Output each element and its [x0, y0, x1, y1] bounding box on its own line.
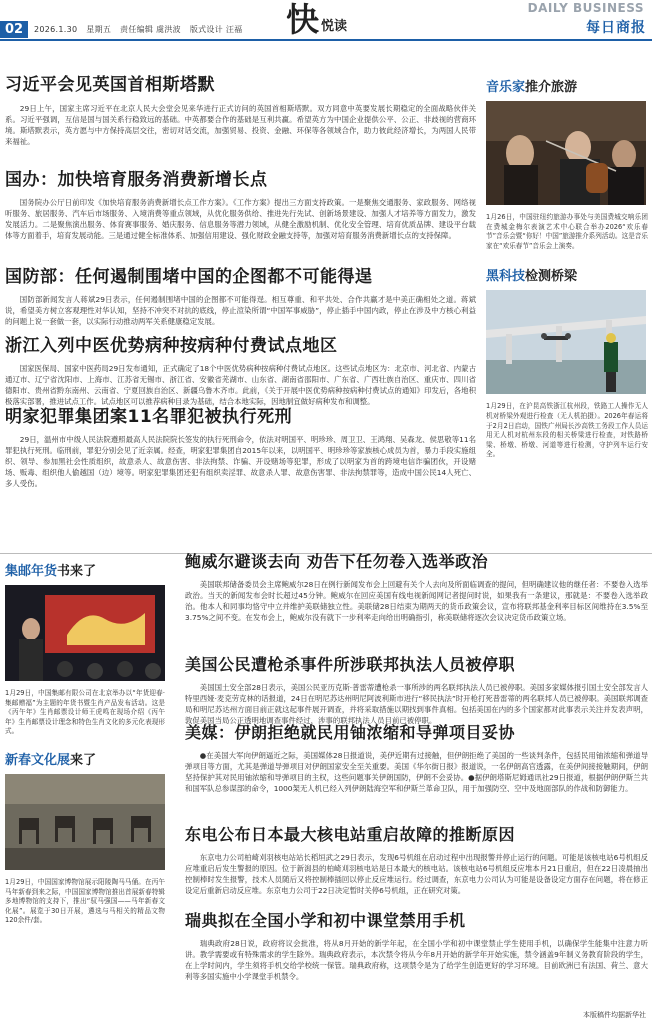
- story-defense-ministry: [5, 262, 476, 327]
- story-body: 国家医保局、国家中医药局29日发布通知，正式确定了18个中医优势病种按病种付费试点地区。这些试点地区为：北京市、河北省、内蒙古通辽市、辽宁省沈阳市、上海市、江苏省无锡市、浙江省、安徽省芜湖市、山东省、湖南省邵阳市、广东省、广西壮族自治区、重庆市、四川省德阳市、贵州省黔东南州、云南省、宁夏回族自治区、新疆乌鲁木齐市。此前，《关于开展中医优势病种按病种付费试点的通知》印发后，各地积极落实部署，推进试点工作。试点地区可以推荐病种目录为基础，结合本地实际，因地制宜做好病种发布和调整。: [5, 364, 476, 406]
- story-iran: [185, 720, 648, 794]
- left-sidebar: [5, 560, 165, 926]
- right-sidebar: [486, 76, 648, 460]
- story-us-shooting: [185, 652, 648, 726]
- story-headline: 明家犯罪集团案11名罪犯被执行死刑: [5, 407, 293, 427]
- story-headline: 浙江入列中医优势病种按病种付费试点地区: [5, 336, 338, 356]
- story-body: 美国联邦储备委员会主席鲍威尔28日在例行新闻发布会上回避有关个人去向及所面临调查的提问，但明确建议他的继任者：不要卷入选举政治。当天的新闻发布会时长超过45分钟。鲍威尔在回应美国有线电视新闻网记者提问时说，如果我有一条建议，那就是：不要卷入选举政治。他本人和同事均恪守中立并维护美联储独立性。美联储28日结束为期两天的货币政策会议，宣布将联邦基金利率目标区间维持在3.5%至3.75%之间不变。在发布会上，鲍威尔没有就下一步利率走向给出明确指引，称美联储将逐次会议决定货币政策立场。: [185, 580, 648, 622]
- orchestra-photo: [486, 101, 646, 205]
- story-headline: 瑞典拟在全国小学和初中课堂禁用手机: [185, 911, 466, 930]
- story-tcm-pilot: [5, 331, 476, 407]
- horse-figurine-image: [5, 774, 165, 870]
- story-body: 国务院办公厅日前印发《加快培育服务消费新增长点工作方案》。《工作方案》提出三方面支持政策。一是聚焦交通服务、家政服务、网络视听服务、旅居服务、汽车后市场服务、入境消费等重点领域，从优化服务供给、推进先行先试、创新场景建设、加强人才培养等方面发力，激发发展活力。二是聚焦演出服务、体育赛事服务、婚庆服务、信息服务等潜力领域，从健全激励机制、优化安全管理、培育优质品牌、建设平台载体等方面着手，培育发展动能。三是通过健全标准体系、加强信用建设、强化财政金融支持等，加强对培育服务消费新增长点的支持保障。: [5, 198, 476, 240]
- story-headline: 鲍威尔避谈去向 劝告下任勿卷入选举政治: [185, 552, 489, 571]
- story-headline: 国防部：任何遏制围堵中国的企图都不可能得逞: [5, 267, 373, 287]
- story-body: 美国国土安全部28日表示，美国公民亚历克斯·普雷蒂遭枪杀一事所涉的两名联邦执法人员已被停职。美国多家媒体报引国土安全部发言人特里西娅·麦克劳克林的话报道，24日在明尼苏达州明尼阿波利斯市进行“移民执法”时开枪打死普雷蒂的两名联邦人员已被停职。美国联邦调查局和明尼苏达州方面目前正就这起事件展开调查，并将采取措施以期找到事件真相。包括美国在内的多个国家都对此事表示关注并发表声明，敦促美国当局公正透明地调查事件经过，涉事的联邦执法人员目前已被停职。: [185, 683, 648, 725]
- photo-feature-heading: 新春文化展来了: [5, 752, 97, 768]
- issue-info: [34, 24, 248, 35]
- masthead-rule: [0, 39, 652, 41]
- photo-feature-stamp-books: [5, 560, 165, 737]
- story-headline: 习近平会见英国首相斯塔默: [5, 75, 215, 95]
- stamp-launch-image: [5, 585, 165, 681]
- bridge-image: [486, 290, 646, 394]
- source-credit: 本版稿件均据新华社: [583, 1011, 646, 1019]
- story-uk-pm-meeting: [5, 70, 476, 147]
- editor-credit: 责任编辑 虞洪波: [120, 25, 181, 34]
- horse-figurine-photo: [5, 774, 165, 870]
- photo-caption: 1月29日，中国集邮有限公司在北京举办以“年货迎春·集邮赠福”为主题的年货书暨生肖产品发布活动。这是《丙午年》生肖邮票设计师王虎鸣在现场介绍《丙午年》生肖邮票设计理念和特色生肖文化的多元化表现形式。: [5, 689, 165, 736]
- issue-date: 2026.1.30: [34, 25, 78, 34]
- photo-feature-heading: 集邮年货书来了: [5, 564, 97, 579]
- story-body: 瑞典政府28日说，政府将议会批准，将从8月开始的新学年起，在全国小学和初中课堂禁止学生使用手机，以确保学生能集中注意力听讲。教学需要或有特殊需求的学生除外。瑞典政府表示，本次禁令将从今年8月开始的新学年开始实施，禁令涵盖9年制义务教育阶段的学生，在上学时间内，学生须将手机交给学校统一保管。瑞典政府称，这项禁令是为了给学生创造更好的学习环境。目前欧洲已有法国、荷兰、意大利等多国实施中小学课堂手机禁令。: [185, 939, 648, 981]
- masthead: [0, 0, 652, 40]
- brand-chinese: 每日商报: [586, 20, 646, 36]
- issue-weekday: 星期五: [86, 25, 112, 34]
- photo-caption: 1月29日，在沪昆高铁浙江杭州段，铁路工人操作无人机对桥梁外观进行检查（无人机拍摄）。2026年春运将于2月2日启动，国铁广州局长沙高铁工务段工作人员运用无人机对杭州东段的相关桥梁进行检查，对铁路桥梁、桥墩、桥墩、河道等进行检测，守护列车运行安全。: [486, 402, 648, 459]
- story-headline: 国办：加快培育服务消费新增长点: [5, 170, 268, 190]
- page-number: 02: [0, 21, 28, 38]
- photo-feature-heading: 音乐家推介旅游: [486, 80, 578, 95]
- photo-feature-heading: 黑科技检测桥梁: [486, 269, 578, 285]
- story-sweden-phones: [185, 908, 648, 982]
- story-headline: 美国公民遭枪杀事件所涉联邦执法人员被停职: [185, 655, 516, 674]
- story-body: 29日，温州市中级人民法院遵照最高人民法院院长签发的执行死刑命令，依法对明国平、明珍珍、周卫卫、王鸿翔、吴森龙、侯思敬等11名罪犯执行死刑。临刑前，罪犯分别会见了近亲属。经查，明家犯罪集团自2015年以来，以明国平、明珍珍等家族核心成员为首，暴力手段实施组织、领导、参加黑社会性质组织，故意杀人、故意伤害、非法拘禁、诈骗、开设赌场等犯罪，形成了以明家为首的跨境电信诈骗团伙，开设赌场、贩毒、组织他人偷越国（边）境等。明家犯罪集团还犯有组织卖淫罪、故意杀人罪、故意伤害罪、非法拘禁罪等，造成中国公民14人死亡、多人受伤。: [5, 435, 476, 488]
- stamp-launch-photo: [5, 585, 165, 681]
- photo-caption: 1月29日，中国国家博物馆展示阳陵陶马马俑。在丙午马年新春到来之际，中国国家博物馆推出首展新春特辑多地博物馆的支持下，推出“驭马强国——马年新春文化展”。展览于30日开展，遴选与马相关的精品文物120余件/套。: [5, 877, 165, 925]
- orchestra-image: [486, 101, 646, 205]
- story-tepco: [185, 822, 648, 896]
- story-body: 东京电力公司柏崎刈羽核电站站长稻垣武之29日表示，发现6号机组在启动过程中出现报警并停止运行的问题。可能是该核电站6号机组反应堆重启后发生警报的原因。位于新潟县的柏崎刈羽核电站是日本最大的核电站。该核电站6号机组反应堆本月21日重启，但在22日凌晨抽出控制棒时发生报警，技术人员随后又将控制棒插回以停止反应堆运行。经过调查，东京电力公司认为可能是设备设定方面存在问题，将在修正设定后重新启动反应堆。东京电力公司于22日决定暂时关停6号机组，正在研究对策。: [185, 853, 648, 895]
- photo-caption: 1月26日，中国驻纽约旅游办事处与美国费城交响乐团在费城金梅尔表演艺术中心联合举办2026“欢乐春节”音乐会暨“你好！中国”旅游推介系列活动。这是音乐家在“欢乐春节”音乐会上演奏。: [486, 213, 648, 250]
- story-body: 国防部新闻发言人蒋斌29日表示，任何遏制围堵中国的企图都不可能得逞。相互尊重、和平共处、合作共赢才是中美正确相处之道。蒋斌说，希望美方树立客观理性对华认知，坚持不冲突不对抗的底线，停止渲染所谓“中国军事威胁”，停止插手中国内政，停止在涉及中方核心利益的问题上说一套做一套，以实际行动推动两军关系健康稳定发展。: [5, 295, 476, 326]
- story-powell: [185, 549, 648, 623]
- story-body: ●在美国大军向伊朗逼近之际，美国媒体28日报道说，美伊近期有过接触，但伊朗拒绝了美国的一些谈判条件，包括民用铀浓缩和弹道导弹项目等方面，尤其是弹道导弹项目对伊朗国家安全至关重要。美国《华尔街日报》报道说，一名伊朗高官透露，在美伊间接接触期间，伊朗坚持保护其对民用铀浓缩和导弹项目的主权，这些问题事关伊朗国防，伊朗不会妥协。●据伊朗塔斯尼姆通讯社29日报道，根据伊朗伊斯兰共和国军队总参谋部的命令，1000架无人机已经入列伊朗陆海空军和伊斯兰革命卫队，用于加强防空、空中及地面部队的作战和防御能力。: [185, 751, 648, 793]
- designer-credit: 版式设计 汪福: [189, 25, 243, 34]
- story-body: 29日上午，国家主席习近平在北京人民大会堂会见来华进行正式访问的英国首相斯塔默。双方同意中英要发展长期稳定的全面战略伙伴关系。习近平强调，互信是国与国关系行稳致远的基础。中英都要合作的基础是互利共赢。希望英方为中国企业提供公平、公正、非歧视的营商环境。斯塔默表示，英方愿与中方保持高层交往，密切对话交流，加强贸易、投资、金融、环保等各领域合作，助力彼此经济增长，为两国人民带来福祉。: [5, 104, 476, 146]
- story-service-consumption: [5, 165, 476, 241]
- section-title: [286, 2, 347, 38]
- story-headline: 东电公布日本最大核电站重启故障的推断原因: [185, 825, 516, 844]
- photo-feature-bridge: [486, 265, 648, 460]
- photo-feature-musicians: [486, 76, 648, 251]
- brand-english: DAILY BUSINESS: [527, 1, 644, 15]
- photo-feature-culture-expo: [5, 749, 165, 926]
- section-title-big: 快: [286, 0, 319, 39]
- story-headline: 美媒：伊朗拒绝就民用铀浓缩和导弹项目妥协: [185, 723, 516, 742]
- section-title-small: 悦读: [321, 19, 348, 34]
- story-ming-family-crime: [5, 402, 476, 489]
- bridge-drone-photo: [486, 290, 646, 394]
